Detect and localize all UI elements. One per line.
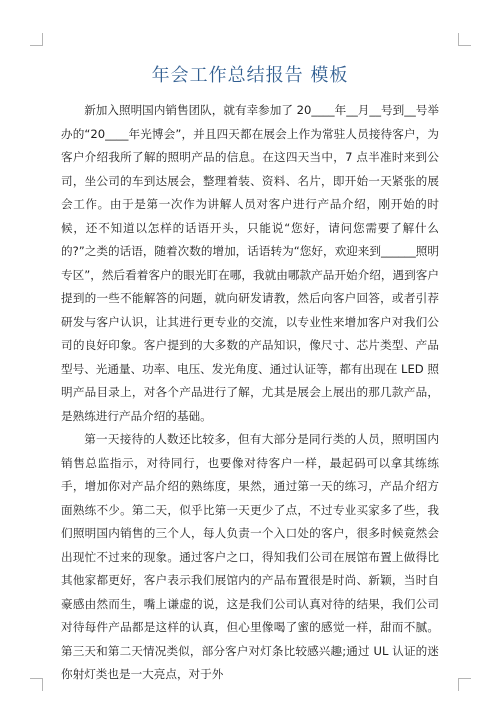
document-title: 年会工作总结报告 模板 [151, 65, 349, 86]
paragraph-2: 第一天接待的人数还比较多，但有大部分是同行类的人员，照明国内销售总监指示，对待同行，也要像对待客户一样，最起码可以拿其练练手，增加你对产品介绍的熟练度，果然，通过第一天的练习，产品介绍方面熟练不少。第二天，似乎比第一天更少了点，不过专业买家多了些，我们照明国内销售的三个人，每人负责一个入口处的客户，很多时候竟然会出现忙不过来的现象。通过客户之口，得知我们公司在展馆布置上做得比其他家都更好，客户表示我们展馆内的产品布置很是时尚、新颖，当时自豪感由然而生，嘴上谦虚的说，这是我们公司认真对待的结果，我们公司对待每件产品都是这样的认真，但心里像喝了蜜的感觉一样，甜而不腻。第三天和第二天情况类似，部分客户对灯条比较感兴趣;通过 UL 认证的迷你射灯类也是一大亮点，对于外 [61, 432, 439, 681]
document-body [61, 99, 439, 687]
crop-mark-bottom-left [30, 678, 43, 691]
paragraph-1: 新加入照明国内销售团队，就有幸参加了 20____年__月__号到__号举办的“20____年光博会”，并且四天都在展会上作为常驻人员接待客户，为客户介绍我所了解的照明产品的信息。在这四天当中，7 点半准时来到公司，坐公司的车到达展会，整理着装、资料、名片，即开始一天紧张的展会工作。由于是第一次作为讲解人员对客户进行产品介绍，刚开始的时候，还不知道以怎样的话语开头，只能说“您好，请问您需要了解什么的?”之类的话语，随着次数的增加，话语转为“您好，欢迎来到______照明专区”，然后看着客户的眼光盯在哪，我就由哪款产品开始介绍，遇到客户提到的一些不能解答的问题，就向研发请教，然后向客户回答，或者引荐研发与客户认识，让其进行更专业的交流，以专业性来增加客户对我们公司的良好印象。客户提到的大多数的产品知识，像尺寸、芯片类型、产品型号、光通量、功率、电压、发光角度、通过认证等，都有出现在 LED 照明产品目录上，对各个产品进行了解，尤其是展会上展出的那几款产品，是熟练进行产品介绍的基础。 [61, 103, 439, 423]
crop-mark-top-left [30, 33, 43, 46]
crop-mark-bottom-right [458, 678, 471, 691]
crop-mark-top-right [458, 33, 471, 46]
